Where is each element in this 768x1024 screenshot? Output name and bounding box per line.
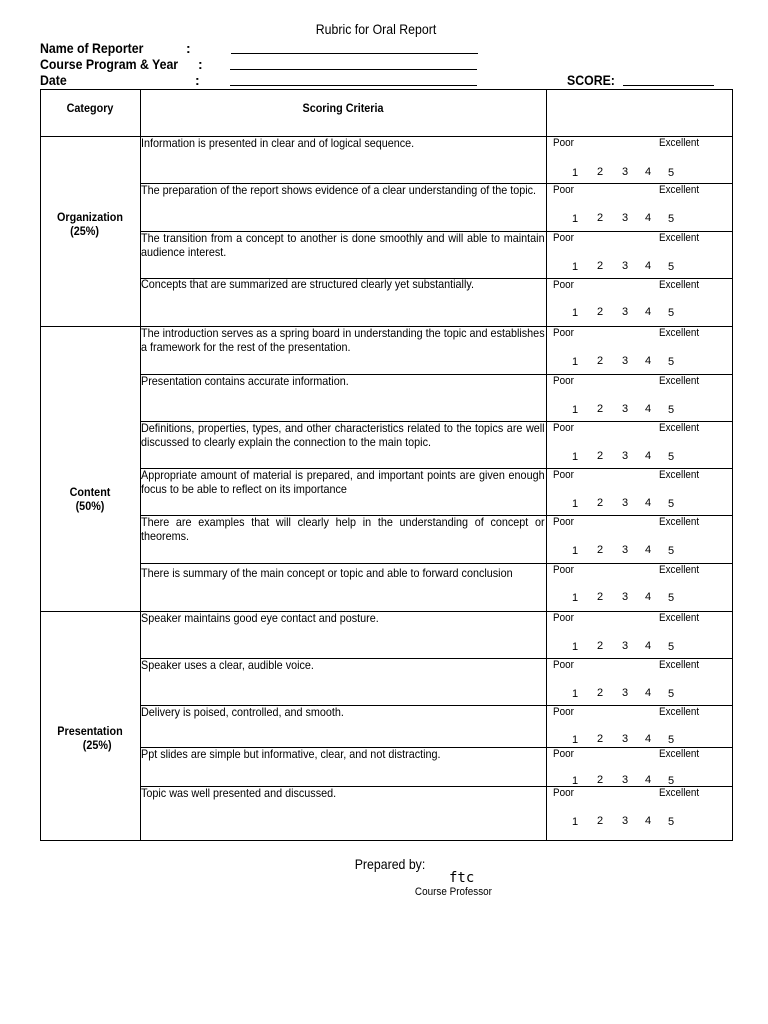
row-divider [140, 563, 733, 564]
criterion-text [141, 374, 545, 388]
rating-option-3[interactable]: 3 [622, 544, 629, 556]
rating-option-3[interactable]: 3 [622, 774, 629, 786]
rating-option-4[interactable]: 4 [645, 544, 652, 556]
scale-low-label: Poor [553, 422, 574, 434]
rating-option-1[interactable]: 1 [572, 688, 579, 700]
rating-option-3[interactable]: 3 [622, 815, 629, 827]
rating-option-5[interactable]: 5 [668, 261, 675, 273]
category-weight: (50%) [75, 499, 105, 513]
rating-option-4[interactable]: 4 [645, 212, 652, 224]
criterion-label: Speaker maintains good eye contact and posture. [141, 611, 379, 625]
rating-option-2[interactable]: 2 [597, 260, 604, 272]
criterion-label: The introduction serves as a spring board in understanding the topic and establishes a framework for the rest of the presentation. [141, 326, 545, 354]
scale-low-label: Poor [553, 232, 574, 244]
rating-option-4[interactable]: 4 [645, 774, 652, 786]
table-border-left [40, 89, 41, 841]
rating-option-2[interactable]: 2 [597, 306, 604, 318]
rating-option-1[interactable]: 1 [572, 356, 579, 368]
scale-high-label: Excellent [659, 516, 700, 528]
rating-option-2[interactable]: 2 [597, 591, 604, 603]
scale-low-label: Poor [553, 184, 574, 196]
rating-option-1[interactable]: 1 [572, 816, 579, 828]
scale-low-label: Poor [553, 706, 574, 718]
rating-option-1[interactable]: 1 [572, 498, 579, 510]
criteria-column-header: Scoring Criteria [302, 101, 384, 115]
course-program-field[interactable] [40, 56, 740, 73]
criterion-label: Presentation contains accurate information. [141, 374, 349, 388]
criterion-text [141, 515, 545, 543]
scale-low-label: Poor [553, 469, 574, 481]
criterion-text [141, 136, 545, 150]
rating-option-4[interactable]: 4 [645, 687, 652, 699]
rating-option-2[interactable]: 2 [597, 166, 604, 178]
criterion-label: Information is presented in clear and of logical sequence. [141, 136, 415, 150]
rating-option-5[interactable]: 5 [668, 688, 675, 700]
rating-option-2[interactable]: 2 [597, 733, 604, 745]
rating-option-3[interactable]: 3 [622, 450, 629, 462]
rating-option-4[interactable]: 4 [645, 497, 652, 509]
scale-low-label: Poor [553, 516, 574, 528]
rating-option-4[interactable]: 4 [645, 640, 652, 652]
category-weight: (25%) [82, 738, 112, 752]
table-divider-category [140, 89, 141, 841]
scale-high-label: Excellent [659, 748, 700, 760]
prepared-by-label: Prepared by: [354, 856, 426, 872]
rating-option-1[interactable]: 1 [572, 775, 579, 787]
rating-option-4[interactable]: 4 [645, 450, 652, 462]
date-field[interactable] [40, 72, 740, 89]
criterion-label: Definitions, properties, types, and other characteristics related to the topics are well discussed to clearly explain the connection to the main topic. [141, 421, 545, 449]
rating-option-3[interactable]: 3 [622, 640, 629, 652]
category-organization [45, 210, 135, 238]
rating-option-2[interactable]: 2 [597, 774, 604, 786]
table-border-bottom [40, 840, 733, 841]
reporter-name-colon: : [186, 40, 191, 56]
rating-option-5[interactable]: 5 [668, 592, 675, 604]
criterion-text [141, 183, 545, 197]
rating-option-5[interactable]: 5 [668, 816, 675, 828]
rating-option-3[interactable]: 3 [622, 591, 629, 603]
rating-option-1[interactable]: 1 [572, 261, 579, 273]
rating-option-4[interactable]: 4 [645, 815, 652, 827]
category-content [45, 485, 135, 513]
course-program-label: Course Program & Year [40, 56, 179, 72]
criterion-text [141, 231, 545, 259]
document-title: Rubric for Oral Report [315, 21, 437, 37]
rating-option-4[interactable]: 4 [645, 306, 652, 318]
rating-option-1[interactable]: 1 [572, 734, 579, 746]
rating-option-5[interactable]: 5 [668, 213, 675, 225]
criterion-text [141, 421, 545, 449]
category-name: Content [69, 485, 111, 499]
rating-option-4[interactable]: 4 [645, 260, 652, 272]
criterion-text [141, 658, 545, 672]
professor-signature: ftc [449, 870, 475, 886]
criterion-label: There is summary of the main concept or topic and able to forward conclusion [141, 566, 513, 580]
scale-high-label: Excellent [659, 706, 700, 718]
scale-high-label: Excellent [659, 469, 700, 481]
scale-high-label: Excellent [659, 422, 700, 434]
rating-option-3[interactable]: 3 [622, 166, 629, 178]
category-column-header: Category [66, 101, 114, 115]
scale-low-label: Poor [553, 748, 574, 760]
criterion-text [141, 786, 545, 800]
rating-option-2[interactable]: 2 [597, 640, 604, 652]
scale-high-label: Excellent [659, 659, 700, 671]
rating-option-1[interactable]: 1 [572, 592, 579, 604]
rating-option-5[interactable]: 5 [668, 451, 675, 463]
criterion-label: Appropriate amount of material is prepared, and important points are given enough focus to be able to reflect on its importance [141, 468, 545, 496]
table-border-right [732, 89, 733, 841]
rating-option-3[interactable]: 3 [622, 355, 629, 367]
rating-option-3[interactable]: 3 [622, 260, 629, 272]
rating-option-5[interactable]: 5 [668, 545, 675, 557]
scale-high-label: Excellent [659, 612, 700, 624]
scale-low-label: Poor [553, 787, 574, 799]
rating-option-4[interactable]: 4 [645, 166, 652, 178]
date-colon: : [195, 72, 200, 88]
rating-option-1[interactable]: 1 [572, 307, 579, 319]
rating-option-2[interactable]: 2 [597, 403, 604, 415]
rating-option-4[interactable]: 4 [645, 355, 652, 367]
rating-option-4[interactable]: 4 [645, 733, 652, 745]
rating-option-5[interactable]: 5 [668, 404, 675, 416]
scale-high-label: Excellent [659, 787, 700, 799]
rating-option-4[interactable]: 4 [645, 403, 652, 415]
criterion-label: The preparation of the report shows evidence of a clear understanding of the topic. [141, 183, 537, 197]
reporter-name-label: Name of Reporter [40, 40, 144, 56]
category-weight: (25%) [70, 224, 99, 238]
rating-option-5[interactable]: 5 [668, 307, 675, 319]
scale-high-label: Excellent [659, 232, 700, 244]
rating-option-2[interactable]: 2 [597, 497, 604, 509]
criterion-text [141, 705, 545, 719]
rating-option-2[interactable]: 2 [597, 687, 604, 699]
rating-option-1[interactable]: 1 [572, 451, 579, 463]
scale-high-label: Excellent [659, 327, 700, 339]
course-program-blank[interactable] [230, 69, 477, 70]
rating-option-1[interactable]: 1 [572, 641, 579, 653]
scale-high-label: Excellent [659, 279, 700, 291]
rating-option-5[interactable]: 5 [668, 734, 675, 746]
criterion-text [141, 566, 545, 580]
rating-option-2[interactable]: 2 [597, 544, 604, 556]
criterion-text [141, 277, 545, 291]
scale-low-label: Poor [553, 375, 574, 387]
scale-low-label: Poor [553, 279, 574, 291]
rating-option-3[interactable]: 3 [622, 687, 629, 699]
rating-option-2[interactable]: 2 [597, 355, 604, 367]
category-name: Presentation [57, 724, 123, 738]
rating-option-2[interactable]: 2 [597, 450, 604, 462]
rating-option-3[interactable]: 3 [622, 497, 629, 509]
rubric-table [40, 89, 733, 841]
rating-option-2[interactable]: 2 [597, 815, 604, 827]
criterion-text [141, 468, 545, 496]
criterion-label: Ppt slides are simple but informative, clear, and not distracting. [141, 747, 441, 761]
score-blank[interactable] [623, 85, 714, 86]
rating-option-1[interactable]: 1 [572, 545, 579, 557]
rating-option-2[interactable]: 2 [597, 212, 604, 224]
course-program-colon: : [198, 56, 203, 72]
criterion-label: Delivery is poised, controlled, and smooth. [141, 705, 344, 719]
rating-option-5[interactable]: 5 [668, 356, 675, 368]
criterion-label: Speaker uses a clear, audible voice. [141, 658, 314, 672]
criterion-label: The transition from a concept to another is done smoothly and will able to maintain audience interest. [141, 231, 545, 259]
date-blank[interactable] [230, 85, 477, 86]
rating-option-3[interactable]: 3 [622, 212, 629, 224]
rating-option-3[interactable]: 3 [622, 403, 629, 415]
scale-high-label: Excellent [659, 137, 700, 149]
rating-option-3[interactable]: 3 [622, 733, 629, 745]
scale-low-label: Poor [553, 659, 574, 671]
criterion-text [141, 326, 545, 354]
scale-high-label: Excellent [659, 375, 700, 387]
category-presentation [45, 724, 135, 752]
table-divider-scale [546, 89, 547, 841]
criterion-text [141, 747, 545, 761]
criterion-label: There are examples that will clearly help in the understanding of concept or theorems. [141, 515, 545, 543]
professor-role: Course Professor [414, 886, 492, 898]
scale-low-label: Poor [553, 564, 574, 576]
category-name: Organization [56, 210, 124, 224]
scale-low-label: Poor [553, 137, 574, 149]
table-border-top [40, 89, 733, 90]
date-label: Date [40, 72, 67, 88]
rating-option-4[interactable]: 4 [645, 591, 652, 603]
rating-option-5[interactable]: 5 [668, 775, 675, 787]
scale-high-label: Excellent [659, 564, 700, 576]
rating-option-1[interactable]: 1 [572, 167, 579, 179]
rating-option-5[interactable]: 5 [668, 167, 675, 179]
criterion-text [141, 611, 545, 625]
rating-option-5[interactable]: 5 [668, 641, 675, 653]
score-label: SCORE: [567, 72, 615, 88]
reporter-name-field[interactable] [40, 40, 740, 57]
criterion-label: Concepts that are summarized are structured clearly yet substantially. [141, 277, 474, 291]
rating-option-3[interactable]: 3 [622, 306, 629, 318]
scale-high-label: Excellent [659, 184, 700, 196]
scale-low-label: Poor [553, 612, 574, 624]
rating-option-1[interactable]: 1 [572, 404, 579, 416]
scale-low-label: Poor [553, 327, 574, 339]
reporter-name-blank[interactable] [231, 53, 478, 54]
rating-option-1[interactable]: 1 [572, 213, 579, 225]
rating-option-5[interactable]: 5 [668, 498, 675, 510]
criterion-label: Topic was well presented and discussed. [141, 786, 337, 800]
